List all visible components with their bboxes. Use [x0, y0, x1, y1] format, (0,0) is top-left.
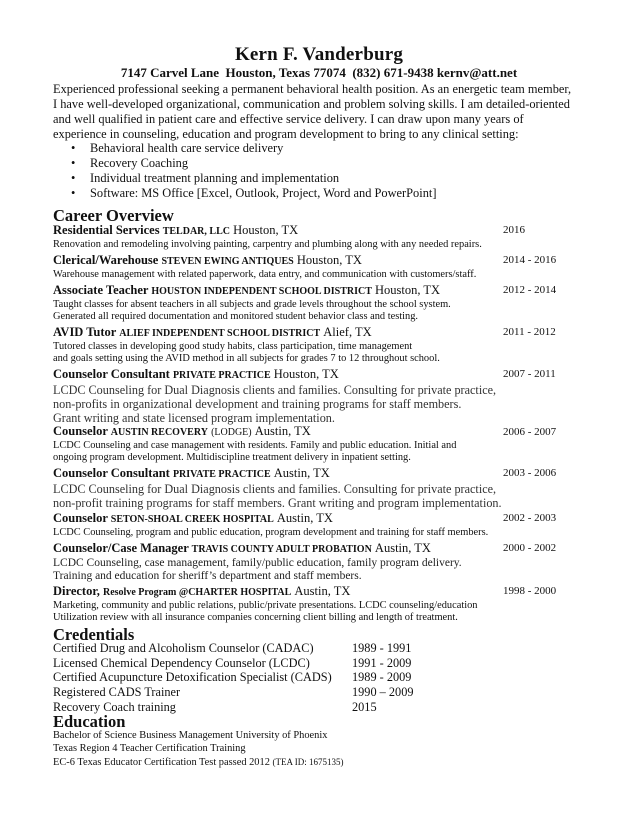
job-dates: 1998 - 2000	[503, 585, 557, 597]
credential-years: 1989 - 1991	[352, 641, 412, 655]
job-title: Associate Teacher	[53, 283, 149, 297]
job-description-line: Renovation and remodeling involving painting, carpentry and plumbing along with any needed repairs.	[53, 239, 482, 250]
job-description-line: and goals setting using the AVID method in all subjects for grades 7 to 12 throughout school.	[53, 353, 440, 365]
credentials-heading: Credentials	[53, 625, 135, 644]
education-note: (TEA ID: 1675135)	[272, 756, 344, 767]
job-location: Austin, TX	[374, 541, 431, 555]
job-dates: 2014 - 2016	[503, 254, 557, 266]
job-description-line: Generated all required documentation and monitored student behavior class and testing.	[53, 311, 419, 323]
job-title: Residential Services	[53, 223, 160, 237]
job-description-line: ongoing program development. Multidiscipline treatment delivery in inpatient setting.	[53, 452, 411, 464]
job-dates: 2003 - 2006	[503, 467, 557, 479]
professional-summary: Experienced professional seeking a permanent behavioral health position. As an energetic team member, I have well-developed organizational, communication and problem solving skills. I am detailed-oriented and well qualified in patient care and effective service delivery. I can draw upon many years of experience in counseling, education and program development to bring to any clinical setting:	[53, 82, 572, 141]
job-description	[53, 527, 583, 539]
credential-years: 1991 - 2009	[352, 655, 412, 670]
job-title: Counselor Consultant	[53, 367, 170, 381]
job-title: AVID Tutor	[53, 325, 117, 339]
job-dates: 2012 - 2014	[503, 284, 557, 296]
job-description-line: Marketing, community and public relations, public/private presentations. LCDC counseling/education	[53, 600, 478, 611]
job-description	[53, 600, 583, 625]
job-organization: ALIEF INDEPENDENT SCHOOL DISTRICT	[119, 328, 321, 339]
job-organization-suffix: (LODGE)	[211, 427, 252, 438]
credential-name: Licensed Chemical Dependency Counselor (LCDC)	[53, 655, 310, 670]
job-description-line: Warehouse management with related paperwork, data entry, and communication with customers/staff.	[53, 269, 477, 280]
job-location: Austin, TX	[273, 466, 330, 480]
job-description-line: Tutored classes in developing good study habits, class participation, time management	[53, 341, 413, 352]
job-description-line: non-profit training programs for staff members. Grant writing and program implementation.	[53, 496, 502, 511]
job-dates: 2016	[503, 224, 525, 236]
job-location: Houston, TX	[273, 367, 339, 381]
job-organization: SETON-SHOAL CREEK HOSPITAL	[110, 514, 274, 525]
job-location: Houston, TX	[233, 223, 299, 237]
education-heading: Education	[53, 712, 126, 731]
credential-row	[53, 656, 473, 671]
credential-years: 1990 – 2009	[352, 685, 414, 700]
job-description	[53, 482, 583, 510]
job-description-line: LCDC Counseling and case management with residents. Family and public education. Initial and	[53, 440, 457, 451]
job-description-line: LCDC Counseling for Dual Diagnosis clients and families. Consulting for private practice,	[53, 383, 497, 397]
job-description-line: LCDC Counseling for Dual Diagnosis clients and families. Consulting for private practice,	[53, 482, 497, 496]
credentials-list	[53, 641, 473, 714]
education-item: Bachelor of Science Business Management University of Phoenix	[53, 730, 328, 741]
credential-row	[53, 685, 473, 700]
credential-name: Registered CADS Trainer	[53, 685, 181, 700]
job-description-line: Grant writing and state licensed program implementation.	[53, 411, 335, 426]
credential-name: Recovery Coach training	[53, 699, 176, 714]
job-description-line: Training and education for sheriff’s department and staff members.	[53, 570, 362, 583]
skill-item	[53, 141, 436, 156]
job-location: Austin, TX	[294, 584, 351, 598]
skill-text: Recovery Coaching	[90, 156, 189, 170]
skill-text: Behavioral health care service delivery	[90, 141, 284, 155]
job-organization: TRAVIS COUNTY ADULT PROBATION	[191, 544, 372, 555]
skill-text: Individual treatment planning and implementation	[90, 171, 340, 185]
job-organization: AUSTIN RECOVERY	[110, 427, 208, 438]
job-location: Austin, TX	[276, 511, 333, 525]
job-dates: 2011 - 2012	[503, 326, 556, 338]
skill-item	[53, 171, 436, 186]
skill-item	[53, 156, 436, 171]
skill-text: Software: MS Office [Excel, Outlook, Project, Word and PowerPoint]	[90, 186, 437, 200]
credential-years: 2015	[352, 699, 377, 714]
job-location: Houston, TX	[375, 283, 441, 297]
contact-info: 7147 Carvel Lane Houston, Texas 77074 (832) 671-9438 kernv@att.net	[120, 65, 518, 80]
bullet-icon: •	[71, 186, 76, 200]
job-description	[53, 269, 583, 281]
job-organization: TELDAR, LLC	[162, 226, 230, 237]
skill-item	[53, 186, 436, 201]
credential-row	[53, 641, 473, 656]
job-dates: 2000 - 2002	[503, 542, 557, 554]
education-item	[53, 756, 533, 770]
job-title: Counselor/Case Manager	[53, 541, 189, 555]
bullet-icon: •	[71, 171, 76, 185]
job-description-line: Taught classes for absent teachers in all subjects and grade levels throughout the school system.	[53, 299, 451, 310]
job-description	[53, 440, 583, 465]
job-title: Director,	[53, 584, 100, 598]
candidate-name: Kern F. Vanderburg	[234, 44, 404, 65]
job-location: Houston, TX	[296, 253, 362, 267]
credential-name: Certified Acupuncture Detoxification Specialist (CADS)	[53, 670, 332, 685]
job-location: Austin, TX	[254, 424, 311, 438]
credential-years: 1989 - 2009	[352, 670, 412, 685]
job-dates: 2006 - 2007	[503, 426, 557, 438]
job-organization: PRIVATE PRACTICE	[172, 370, 271, 381]
job-description-line: Utilization review with all insurance companies concerning client billing and length of treatment.	[53, 612, 458, 624]
education-list	[53, 730, 533, 769]
job-title: Counselor	[53, 511, 108, 525]
job-description	[53, 239, 583, 251]
job-description-line: non-profits in organizational development and training programs for staff members.	[53, 397, 462, 412]
job-description-line: LCDC Counseling, program and public education, program development and training for staff members.	[53, 527, 489, 538]
job-description	[53, 557, 583, 584]
job-organization: Resolve Program @CHARTER HOSPITAL	[102, 587, 292, 598]
job-title: Clerical/Warehouse	[53, 253, 159, 267]
credential-name: Certified Drug and Alcoholism Counselor (CADAC)	[53, 641, 314, 655]
job-description	[53, 383, 583, 426]
education-item: Texas Region 4 Teacher Certification Training	[53, 742, 246, 754]
career-overview-heading: Career Overview	[53, 206, 174, 225]
job-organization: HOUSTON INDEPENDENT SCHOOL DISTRICT	[151, 286, 372, 297]
education-text: EC-6 Texas Educator Certification Test passed 2012	[53, 756, 270, 768]
job-title: Counselor	[53, 424, 108, 438]
job-description	[53, 341, 583, 366]
job-organization: PRIVATE PRACTICE	[172, 469, 271, 480]
skills-list	[53, 141, 436, 201]
job-title: Counselor Consultant	[53, 466, 170, 480]
job-dates: 2002 - 2003	[503, 512, 557, 524]
job-location: Alief, TX	[323, 325, 372, 339]
job-description	[53, 299, 583, 324]
job-dates: 2007 - 2011	[503, 368, 556, 380]
bullet-icon: •	[71, 141, 76, 155]
bullet-icon: •	[71, 156, 76, 170]
credential-row	[53, 670, 473, 685]
job-organization: STEVEN EWING ANTIQUES	[161, 256, 294, 267]
job-description-line: LCDC Counseling, case management, family/public education, family program delivery.	[53, 557, 462, 569]
